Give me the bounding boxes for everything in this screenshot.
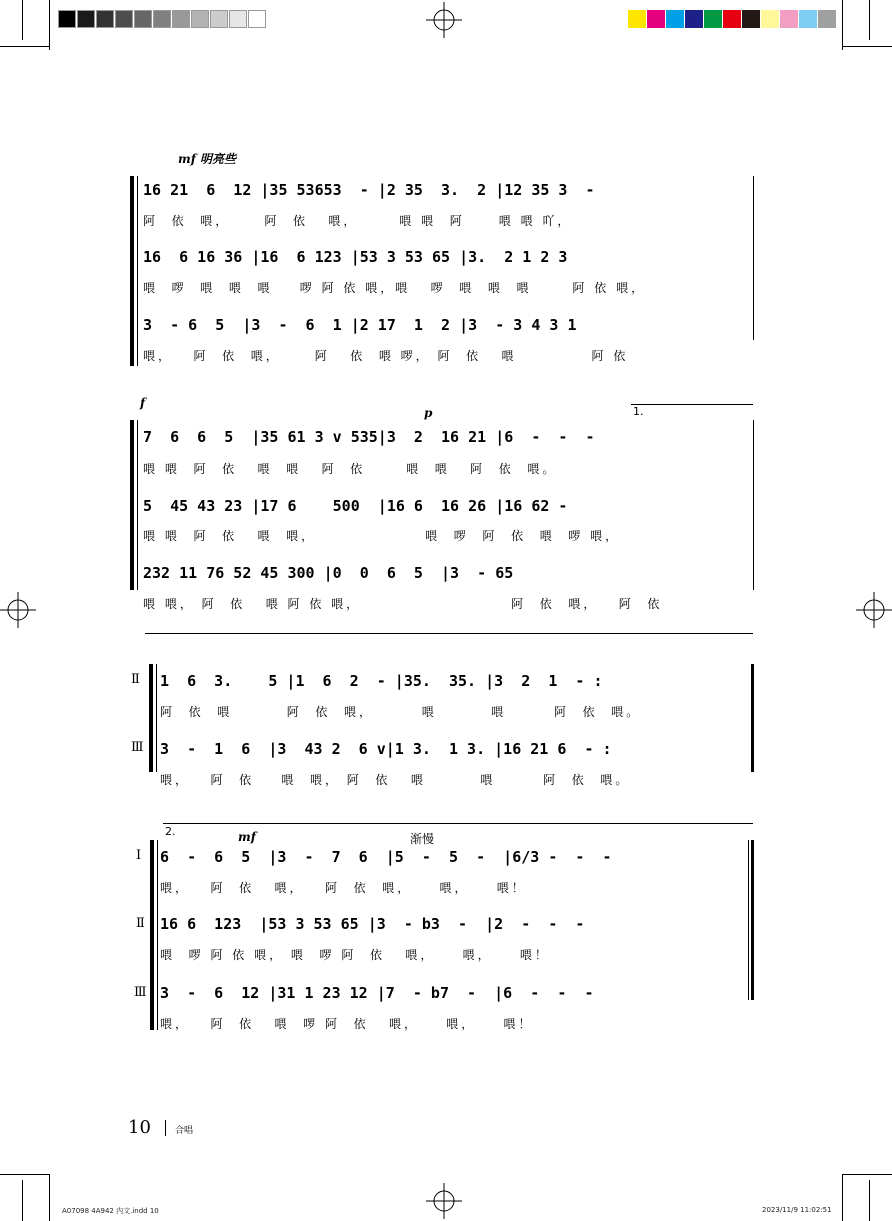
file-timestamp: 2023/11/9 11:02:51 — [762, 1206, 832, 1214]
registration-target-icon — [856, 592, 892, 628]
score-row: 16 6 16 36 |16 6 123 |53 3 53 65 |3. 2 1 2 3 — [143, 248, 568, 266]
part-label: Ⅲ — [131, 740, 144, 755]
page-number: 10 — [128, 1117, 151, 1138]
crop-mark — [869, 1180, 870, 1221]
crop-mark — [22, 0, 23, 40]
crop-mark — [869, 0, 870, 40]
volta-label: 2. — [165, 825, 176, 838]
color-swatch — [761, 10, 779, 28]
crop-mark — [0, 1174, 50, 1175]
score-row: 3 - 6 5 |3 - 6 1 |2 17 1 2 |3 - 3 4 3 1 — [143, 316, 577, 334]
part-label: Ⅰ — [136, 848, 142, 863]
crop-mark — [0, 46, 50, 47]
tempo-mark: 渐慢 — [410, 832, 435, 846]
color-bar — [628, 10, 837, 28]
book-title: 合唱 — [175, 1126, 194, 1136]
gray-swatch — [229, 10, 247, 28]
lyric-line: 喂， 阿 依 喂， 阿 依 喂 啰， 阿 依 喂 阿 依 — [143, 349, 629, 363]
part-label: Ⅱ — [131, 672, 140, 687]
crop-mark — [22, 1180, 23, 1221]
gray-swatch — [172, 10, 190, 28]
color-swatch — [723, 10, 741, 28]
final-barline — [753, 420, 754, 590]
system-bracket — [130, 176, 134, 366]
score-row: 3 - 6 12 |31 1 23 12 |7 - b7 - |6 - - - — [160, 984, 594, 1002]
crop-mark — [842, 1174, 843, 1221]
registration-target-icon — [426, 2, 462, 38]
score-row: 232 11 76 52 45 300 |0 0 6 5 |3 - 65 — [143, 564, 514, 582]
color-swatch — [704, 10, 722, 28]
final-barline — [753, 176, 754, 340]
system-top-line — [145, 633, 753, 634]
crop-mark — [842, 46, 892, 47]
dynamic-mark: p — [424, 406, 433, 420]
lyric-line: 喂， 阿 依 喂 啰 阿 依 喂， 喂， 喂！ — [160, 1017, 534, 1031]
tempo-mark: mf 明亮些 — [178, 152, 237, 166]
system-bracket — [137, 420, 138, 590]
crop-mark — [49, 0, 50, 50]
system-bracket — [150, 840, 154, 1030]
volta-line — [163, 823, 753, 824]
gray-swatch — [210, 10, 228, 28]
color-swatch — [818, 10, 836, 28]
system-bracket — [149, 664, 153, 772]
color-swatch — [628, 10, 646, 28]
file-info: A07098 4A942 内文.indd 10 — [62, 1207, 159, 1215]
gray-swatch — [96, 10, 114, 28]
score-row: 16 6 123 |53 3 53 65 |3 - b3 - |2 - - - — [160, 915, 585, 933]
dynamic-mark: mf — [238, 830, 256, 844]
crop-mark — [842, 0, 843, 50]
gray-swatch — [248, 10, 266, 28]
score-row: 3 - 1 6 |3 43 2 6 v|1 3. 1 3. |16 21 6 - : — [160, 740, 612, 758]
score-row: 6 - 6 5 |3 - 7 6 |5 - 5 - |6/3 - - - — [160, 848, 612, 866]
dynamic-mark: f — [140, 396, 146, 410]
part-label: Ⅲ — [134, 985, 147, 1000]
lyric-line: 阿 依 喂， 阿 依 喂， 喂 喂 阿 喂 喂 吖， — [143, 214, 573, 228]
lyric-line: 阿 依 喂 阿 依 喂， 喂 喂 阿 依 喂。 — [160, 705, 642, 719]
lyric-line: 喂 啰 阿 依 喂， 喂 啰 阿 依 喂， 喂， 喂！ — [160, 948, 550, 962]
color-swatch — [666, 10, 684, 28]
score-row: 5 45 43 23 |17 6 500 |16 6 16 26 |16 62 - — [143, 497, 568, 515]
part-label: Ⅱ — [136, 916, 145, 931]
crop-mark — [49, 1174, 50, 1221]
crop-mark — [842, 1174, 892, 1175]
lyric-line: 喂， 阿 依 喂 喂， 阿 依 喂 喂 阿 依 喂。 — [160, 773, 631, 787]
score-row: 7 6 6 5 |35 61 3 v 535|3 2 16 21 |6 - - - — [143, 428, 595, 446]
color-swatch — [780, 10, 798, 28]
footer-divider — [165, 1120, 166, 1136]
volta-line — [631, 404, 753, 405]
system-bracket — [137, 176, 138, 366]
system-bracket — [130, 420, 134, 590]
lyric-line: 喂 喂， 阿 依 喂 阿 依 喂， 阿 依 喂， 阿 依 — [143, 597, 663, 611]
gray-swatch — [115, 10, 133, 28]
color-swatch — [799, 10, 817, 28]
gray-swatch — [77, 10, 95, 28]
system-bracket — [156, 664, 157, 772]
registration-target-icon — [426, 1183, 462, 1219]
gray-swatch — [191, 10, 209, 28]
volta-label: 1. — [633, 405, 644, 418]
color-swatch — [647, 10, 665, 28]
color-swatch — [742, 10, 760, 28]
gray-swatch — [153, 10, 171, 28]
lyric-line: 喂 喂 阿 依 喂 喂， 喂 啰 阿 依 喂 啰 喂， — [143, 529, 621, 543]
score-row: 1 6 3. 5 |1 6 2 - |35. 35. |3 2 1 - : — [160, 672, 603, 690]
gray-swatch — [58, 10, 76, 28]
lyric-line: 喂 啰 喂 喂 喂 啰 阿 依 喂，喂 啰 喂 喂 喂 阿 依 喂， — [143, 281, 647, 295]
color-swatch — [685, 10, 703, 28]
grayscale-bar — [58, 10, 267, 28]
repeat-barline — [751, 664, 754, 772]
system-bracket — [157, 840, 158, 1030]
score-row: 16 21 6 12 |35 53653 - |2 35 3. 2 |12 35 3 - — [143, 181, 595, 199]
lyric-line: 喂 喂 阿 依 喂 喂 阿 依 喂 喂 阿 依 喂。 — [143, 462, 558, 476]
final-barline — [748, 840, 749, 1000]
gray-swatch — [134, 10, 152, 28]
final-barline — [751, 840, 754, 1000]
lyric-line: 喂， 阿 依 喂， 阿 依 喂， 喂， 喂！ — [160, 881, 527, 895]
registration-target-icon — [0, 592, 36, 628]
